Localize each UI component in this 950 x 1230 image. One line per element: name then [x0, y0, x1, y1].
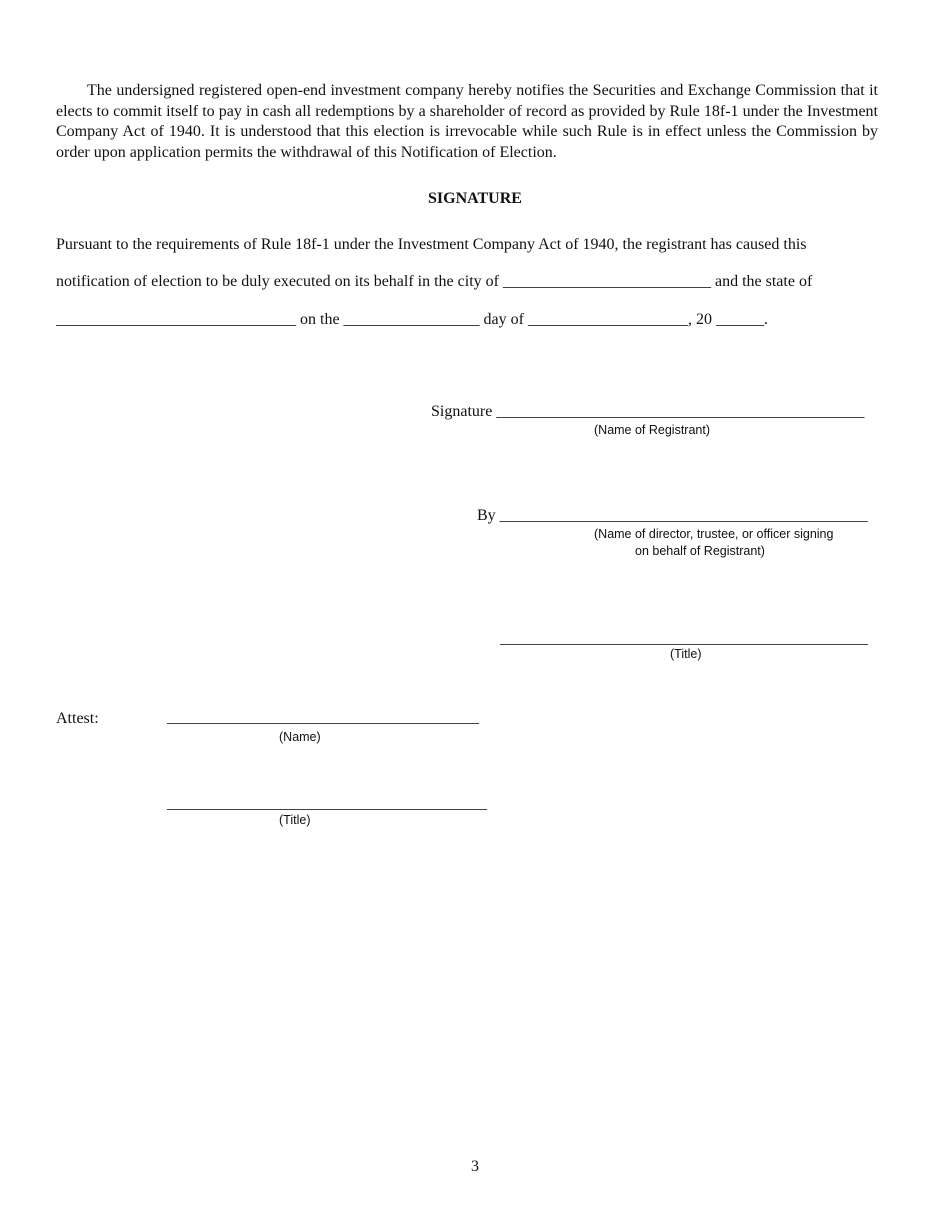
title-caption: (Title): [670, 647, 702, 661]
by-line: By ______________________________________________: [477, 507, 868, 524]
signature-line: Signature ______________________________________________: [431, 403, 865, 420]
attest-label: Attest:: [56, 710, 99, 727]
pursuant-line-1: Pursuant to the requirements of Rule 18f-1 under the Investment Company Act of 1940, the registrant has caused this: [56, 236, 807, 253]
attest-title-line: ________________________________________: [167, 795, 487, 812]
pursuant-line-3: ______________________________ on the _________________ day of ____________________, 20 ______.: [56, 311, 768, 328]
attest-title-caption: (Title): [279, 813, 311, 827]
by-caption-line-1: (Name of director, trustee, or officer signing: [594, 527, 834, 541]
by-caption-line-2: on behalf of Registrant): [635, 544, 765, 558]
signature-heading: SIGNATURE: [428, 190, 522, 207]
attest-name-line: _______________________________________: [167, 709, 479, 726]
attest-name-caption: (Name): [279, 730, 321, 744]
title-line: ______________________________________________: [500, 630, 868, 647]
pursuant-line-2: notification of election to be duly executed on its behalf in the city of __________________________ and the state of: [56, 273, 813, 290]
page-number: 3: [471, 1158, 479, 1175]
signature-caption: (Name of Registrant): [594, 423, 711, 437]
intro-paragraph: The undersigned registered open-end investment company hereby notifies the Securities and Exchange Commission that it elects to commit itself to pay in cash all redemptions by a shareholder of record as provided by Rule 18f-1 under the Investment Company Act of 1940. It is understood that this election is irrevocable while such Rule is in effect unless the Commission by order upon application permits the withdrawal of this Notification of Election.: [56, 82, 878, 161]
